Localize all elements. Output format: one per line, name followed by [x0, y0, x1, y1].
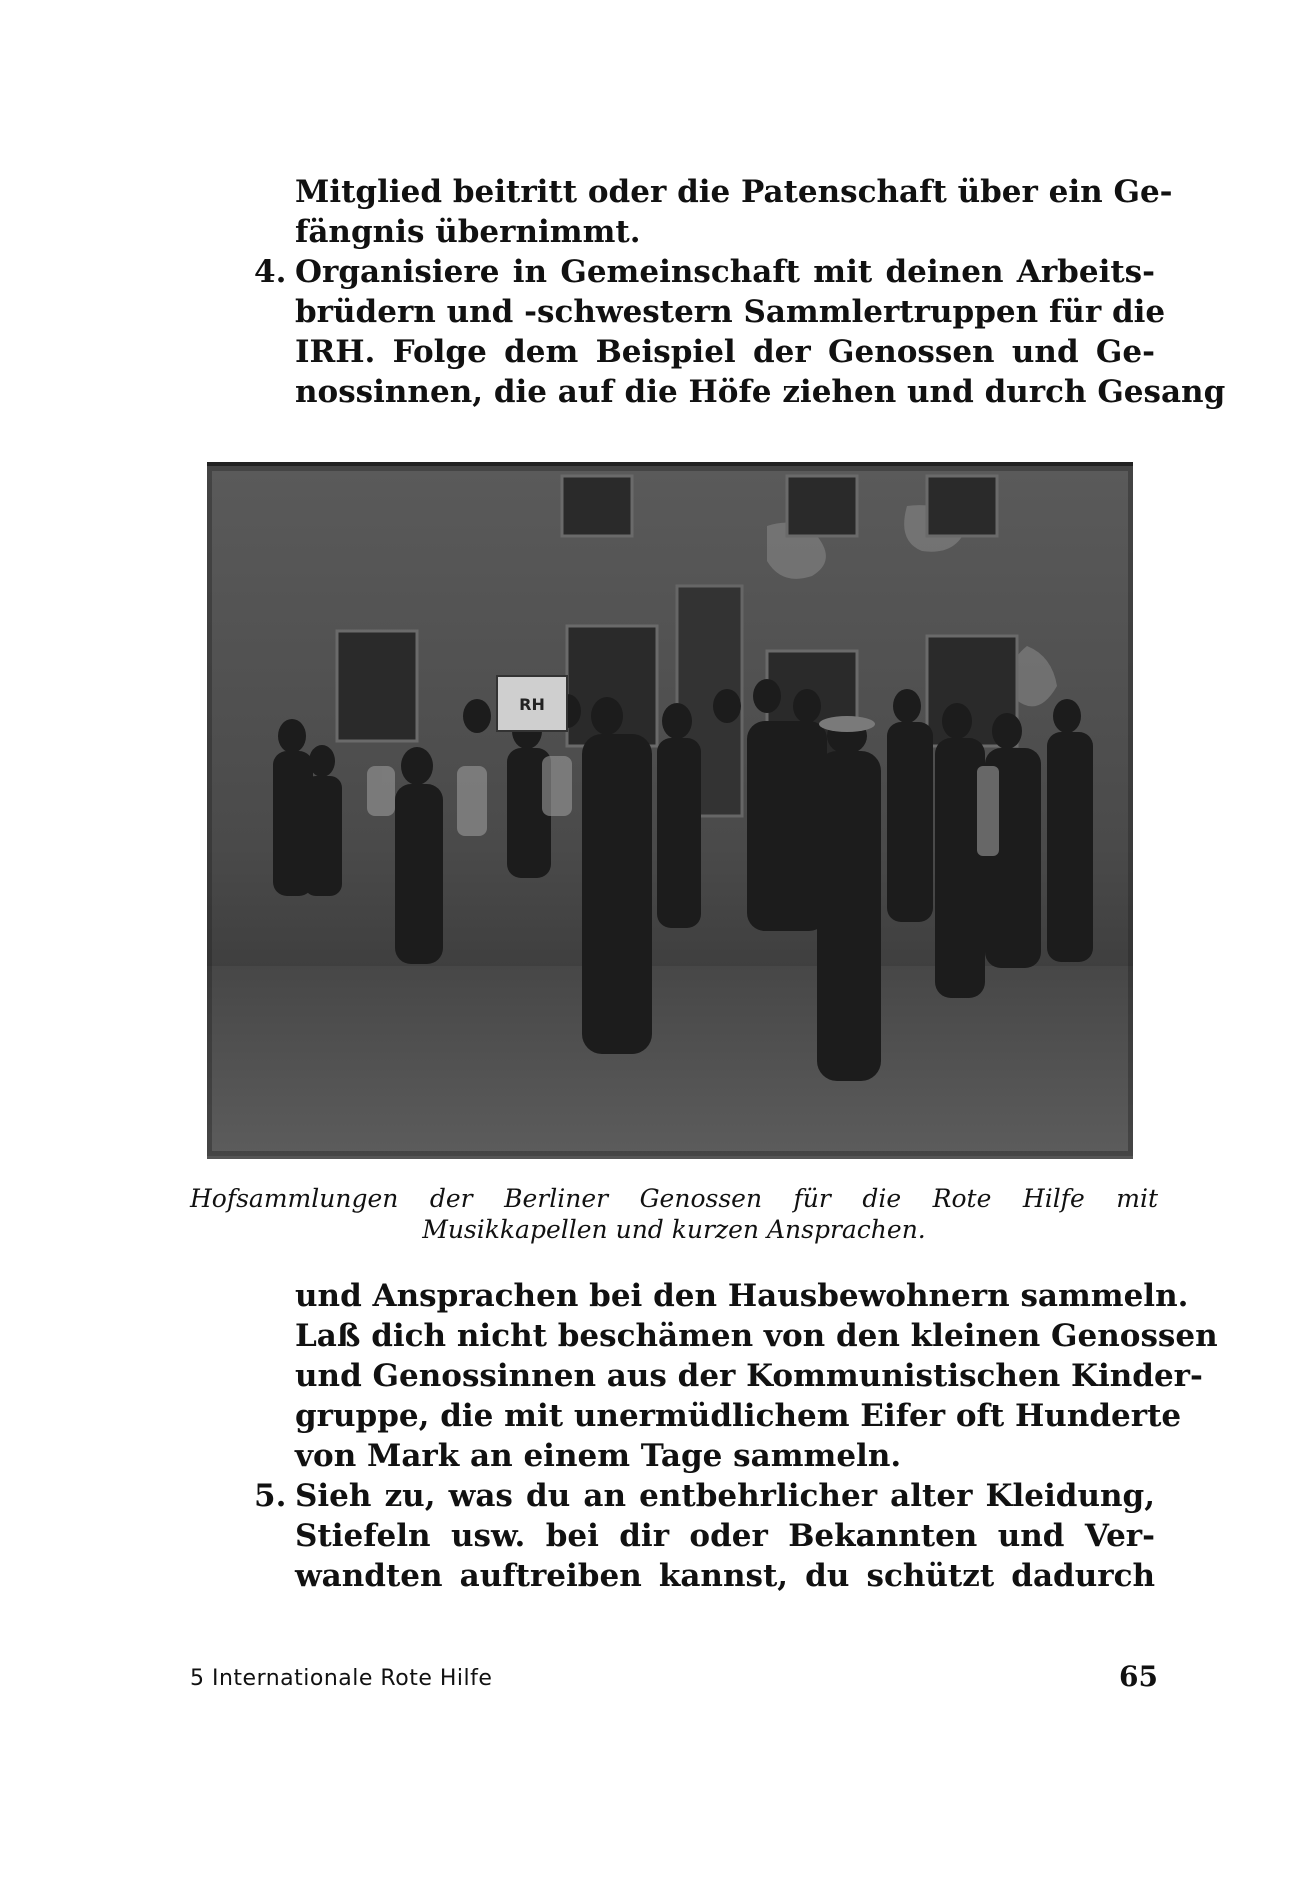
- caption-line: Hofsammlungen der Berliner Genossen für die Rote Hilfe mit: [190, 1184, 1158, 1213]
- item-4-text: [295, 252, 1226, 412]
- text-line: Mitglied beitritt oder die Patenschaft über ein Ge-: [295, 174, 1173, 210]
- text-line: IRH. Folge dem Beispiel der Genossen und Ge-: [295, 334, 1155, 370]
- signature-mark: 5 Internationale Rote Hilfe: [190, 1666, 493, 1691]
- text-line: Laß dich nicht beschämen von den kleinen Genossen: [295, 1318, 1218, 1354]
- text-line: gruppe, die mit unermüdlichem Eifer oft Hunderte: [295, 1398, 1182, 1434]
- item-number-4: 4.: [254, 254, 287, 290]
- photo-caption: [190, 1183, 1158, 1245]
- item-number-5: 5.: [254, 1478, 287, 1514]
- text-line: fängnis übernimmt.: [295, 214, 641, 250]
- text-line: brüdern und -schwestern Sammlertruppen für die: [295, 294, 1166, 330]
- courtyard-photograph: [207, 462, 1133, 1159]
- caption-line: Musikkapellen und kurzen Ansprachen.: [422, 1215, 926, 1244]
- text-line: Sieh zu, was du an entbehrlicher alter Kleidung,: [295, 1478, 1155, 1514]
- sign-text: RH: [519, 695, 545, 714]
- page-number: 65: [1119, 1660, 1158, 1693]
- top-paragraph: [295, 172, 1173, 252]
- text-line: Stiefeln usw. bei dir oder Bekannten und Ver-: [295, 1518, 1155, 1554]
- photograph-courtyard-collection-icon: [207, 466, 1133, 1156]
- text-line: nossinnen, die auf die Höfe ziehen und durch Gesang: [295, 374, 1226, 410]
- text-line: und Ansprachen bei den Hausbewohnern sammeln.: [295, 1278, 1189, 1314]
- text-line: wandten auftreiben kannst, du schützt dadurch: [295, 1558, 1155, 1594]
- item-5-text: [295, 1476, 1155, 1596]
- text-line: und Genossinnen aus der Kommunistischen Kinder-: [295, 1358, 1203, 1394]
- text-line: Organisiere in Gemeinschaft mit deinen Arbeits-: [295, 254, 1155, 290]
- text-line: von Mark an einem Tage sammeln.: [295, 1438, 902, 1474]
- item-4-continuation: [295, 1276, 1218, 1476]
- page-footer: [190, 1660, 1158, 1700]
